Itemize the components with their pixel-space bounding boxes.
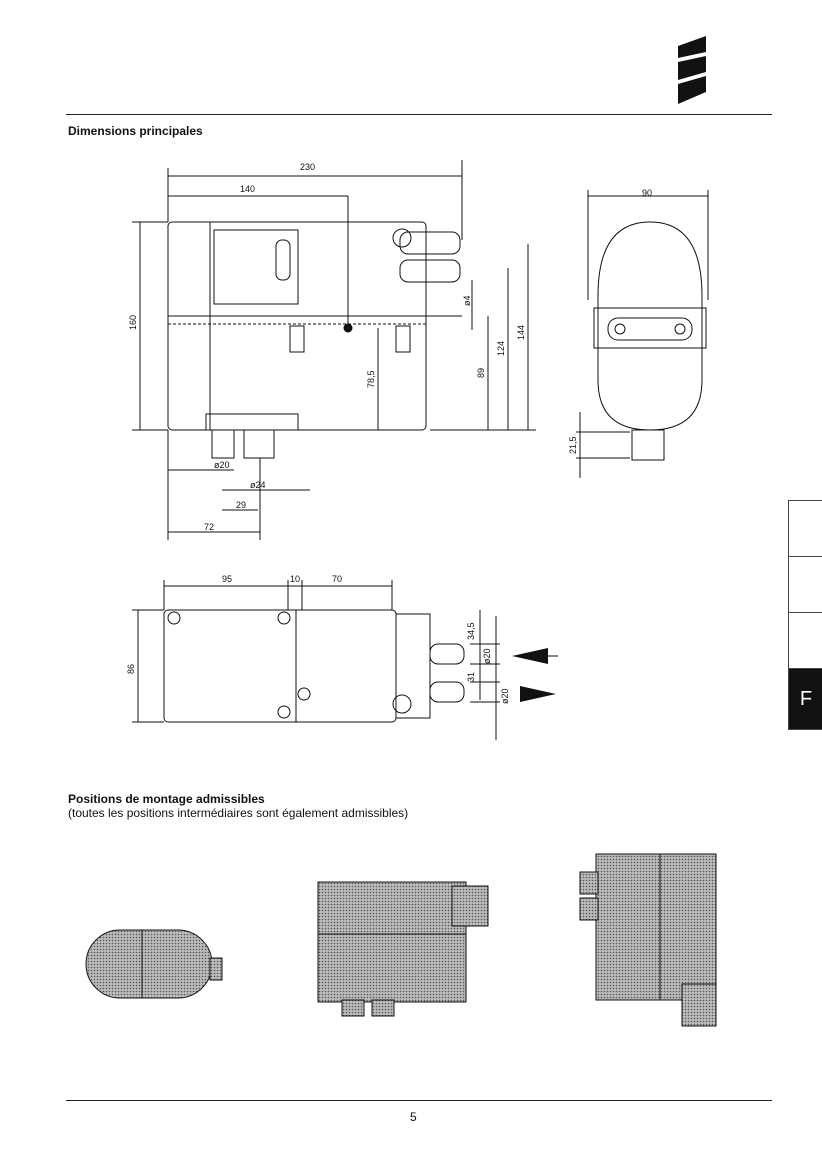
dim-160: 160: [128, 314, 138, 330]
dim-140: 140: [240, 184, 256, 194]
mounting-position-2: [318, 882, 488, 1016]
dim-d20b: ø20: [500, 688, 510, 704]
dim-144: 144: [516, 324, 526, 340]
section-tab-1[interactable]: [788, 500, 822, 558]
dim-95: 95: [222, 574, 233, 584]
dim-d20a: ø20: [482, 648, 492, 664]
dim-70: 70: [332, 574, 343, 584]
dim-29: 29: [236, 500, 247, 510]
section-tab-3[interactable]: [788, 612, 822, 670]
dim-78: 78,5: [366, 370, 376, 388]
dim-230: 230: [300, 162, 316, 172]
section-title-mounting: Positions de montage admissibles: [68, 792, 265, 806]
dim-d24: ø24: [250, 480, 266, 490]
dim-d20: ø20: [214, 460, 230, 470]
footer-rule: [66, 1100, 772, 1101]
section-subtitle-mounting: (toutes les positions intermédiaires sont également admissibles): [68, 806, 409, 820]
section-tab-f[interactable]: F: [788, 668, 822, 730]
mounting-position-1: [86, 930, 222, 998]
section-tab-2[interactable]: [788, 556, 822, 614]
dim-d4: ø4: [462, 295, 472, 306]
dim-21-5: 21,5: [568, 436, 578, 454]
dim-89: 89: [476, 367, 486, 378]
page-number: 5: [410, 1110, 417, 1124]
dim-72: 72: [204, 522, 215, 532]
dim-10: 10: [290, 574, 301, 584]
dim-31: 31: [466, 671, 476, 682]
dim-124: 124: [496, 340, 506, 356]
section-title-dimensions: Dimensions principales: [68, 124, 203, 138]
dim-34-5: 34,5: [466, 622, 476, 640]
dim-90: 90: [642, 188, 653, 198]
mounting-position-3: [580, 854, 716, 1026]
dim-86: 86: [126, 663, 136, 674]
